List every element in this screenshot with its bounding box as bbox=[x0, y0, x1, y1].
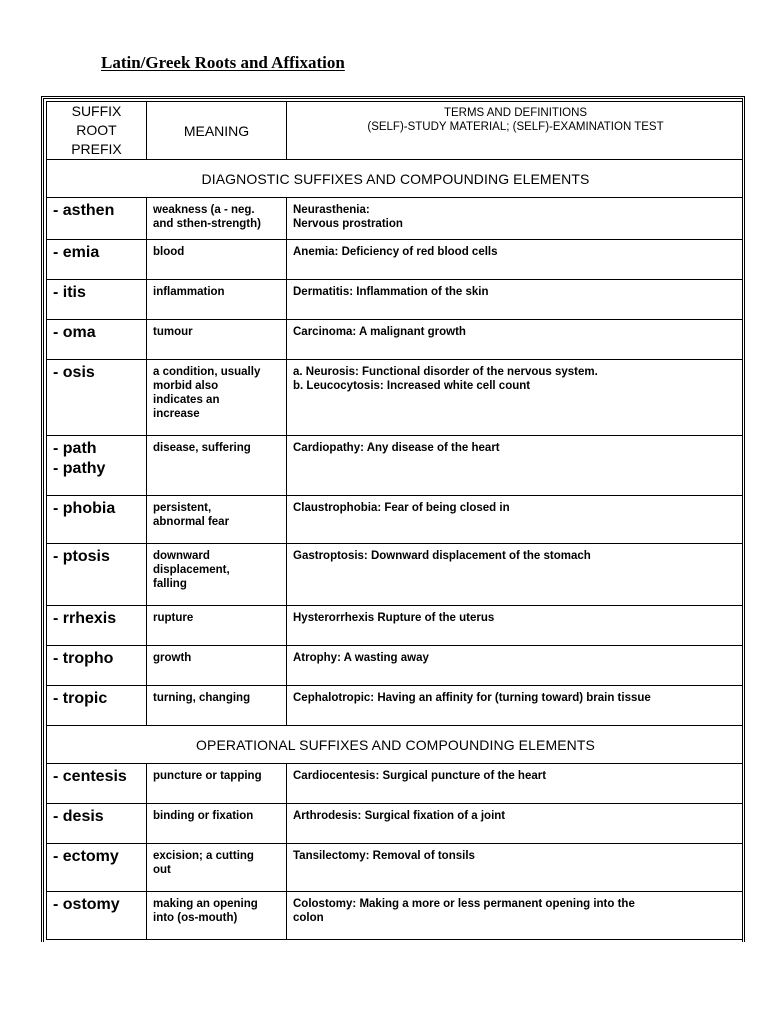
meaning-cell bbox=[147, 892, 287, 940]
root-cell bbox=[47, 240, 147, 280]
meaning-text: blood bbox=[153, 246, 185, 258]
term-definition-text: Hysterorrhexis Rupture of the uterus bbox=[293, 612, 495, 624]
term-definition-text: Colostomy: Making a more or less permanent opening into the bbox=[293, 898, 635, 910]
meaning-text: binding or fixation bbox=[153, 810, 254, 822]
root-term: - ptosis bbox=[53, 548, 110, 565]
root-term: - phobia bbox=[53, 500, 116, 517]
roots-table bbox=[46, 101, 745, 940]
meaning-cell bbox=[147, 198, 287, 240]
term-definition-cell bbox=[287, 496, 745, 544]
header-terms-line: TERMS AND DEFINITIONS bbox=[443, 107, 588, 119]
term-definition-cell bbox=[287, 686, 745, 726]
root-term: - ostomy bbox=[53, 896, 120, 913]
table-frame bbox=[41, 96, 745, 942]
meaning-cell bbox=[147, 360, 287, 436]
term-definition-cell bbox=[287, 280, 745, 320]
root-term: - oma bbox=[53, 324, 96, 341]
root-term: - tropic bbox=[53, 690, 108, 707]
header-row bbox=[47, 102, 745, 160]
table-row bbox=[47, 606, 745, 646]
meaning-text: excision; a cutting bbox=[153, 850, 254, 862]
meaning-text: rupture bbox=[153, 612, 194, 624]
table-row bbox=[47, 360, 745, 436]
section-header-row bbox=[47, 726, 745, 764]
meaning-text: falling bbox=[153, 578, 187, 590]
root-cell bbox=[47, 436, 147, 496]
term-definition-cell bbox=[287, 544, 745, 606]
meaning-text: persistent, bbox=[153, 502, 212, 514]
root-cell bbox=[47, 606, 147, 646]
meaning-cell bbox=[147, 606, 287, 646]
term-definition-text: colon bbox=[293, 912, 324, 924]
root-cell bbox=[47, 544, 147, 606]
term-definition-cell bbox=[287, 198, 745, 240]
root-cell bbox=[47, 844, 147, 892]
term-definition-cell bbox=[287, 764, 745, 804]
root-cell bbox=[47, 320, 147, 360]
meaning-text: abnormal fear bbox=[153, 516, 230, 528]
meaning-cell bbox=[147, 496, 287, 544]
term-definition-text: Anemia: Deficiency of red blood cells bbox=[293, 246, 498, 258]
root-term: - centesis bbox=[53, 768, 127, 785]
table-row bbox=[47, 436, 745, 496]
root-cell bbox=[47, 764, 147, 804]
table-row bbox=[47, 240, 745, 280]
root-term: - pathy bbox=[53, 460, 106, 477]
root-term: - desis bbox=[53, 808, 104, 825]
term-definition-text: Nervous prostration bbox=[293, 218, 403, 230]
root-term: - itis bbox=[53, 284, 86, 301]
table-row bbox=[47, 646, 745, 686]
term-definition-cell bbox=[287, 804, 745, 844]
term-definition-cell bbox=[287, 844, 745, 892]
meaning-text: into (os-mouth) bbox=[153, 912, 238, 924]
term-definition-cell bbox=[287, 606, 745, 646]
header-root-line: ROOT bbox=[76, 122, 117, 138]
meaning-text: increase bbox=[153, 408, 200, 420]
table-row bbox=[47, 892, 745, 940]
term-definition-text: Claustrophobia: Fear of being closed in bbox=[293, 502, 510, 514]
root-cell bbox=[47, 892, 147, 940]
root-term: - osis bbox=[53, 364, 95, 381]
term-definition-cell bbox=[287, 240, 745, 280]
root-cell bbox=[47, 360, 147, 436]
table-row bbox=[47, 496, 745, 544]
term-definition-text: Gastroptosis: Downward displacement of the stomach bbox=[293, 550, 591, 562]
meaning-text: downward bbox=[153, 550, 210, 562]
table-row bbox=[47, 844, 745, 892]
term-definition-cell bbox=[287, 360, 745, 436]
meaning-cell bbox=[147, 280, 287, 320]
meaning-text: puncture or tapping bbox=[153, 770, 262, 782]
term-definition-cell bbox=[287, 436, 745, 496]
term-definition-text: Cephalotropic: Having an affinity for (turning toward) brain tissue bbox=[293, 692, 651, 704]
header-root-cell bbox=[47, 102, 147, 160]
root-term: - asthen bbox=[53, 202, 115, 219]
meaning-cell bbox=[147, 686, 287, 726]
term-definition-text: Cardiopathy: Any disease of the heart bbox=[293, 442, 500, 454]
meaning-cell bbox=[147, 844, 287, 892]
meaning-text: and sthen-strength) bbox=[153, 218, 261, 230]
term-definition-cell bbox=[287, 646, 745, 686]
meaning-text: morbid also bbox=[153, 380, 219, 392]
term-definition-text: a. Neurosis: Functional disorder of the nervous system. bbox=[293, 366, 598, 378]
meaning-cell bbox=[147, 544, 287, 606]
section-header-row bbox=[47, 160, 745, 198]
term-definition-text: Tansilectomy: Removal of tonsils bbox=[293, 850, 475, 862]
meaning-text: indicates an bbox=[153, 394, 220, 406]
term-definition-text: b. Leucocytosis: Increased white cell count bbox=[293, 380, 531, 392]
meaning-text: making an opening bbox=[153, 898, 258, 910]
meaning-cell bbox=[147, 320, 287, 360]
header-terms-line: (SELF)-STUDY MATERIAL; (SELF)-EXAMINATION TEST bbox=[367, 121, 664, 133]
table-row bbox=[47, 686, 745, 726]
root-cell bbox=[47, 804, 147, 844]
table-row bbox=[47, 198, 745, 240]
root-term: - path bbox=[53, 440, 97, 457]
root-cell bbox=[47, 686, 147, 726]
meaning-cell bbox=[147, 240, 287, 280]
root-term: - ectomy bbox=[53, 848, 119, 865]
table-row bbox=[47, 280, 745, 320]
meaning-text: inflammation bbox=[153, 286, 225, 298]
term-definition-text: Atrophy: A wasting away bbox=[293, 652, 429, 664]
root-cell bbox=[47, 198, 147, 240]
term-definition-text: Neurasthenia: bbox=[293, 204, 370, 216]
table-row bbox=[47, 544, 745, 606]
meaning-text: tumour bbox=[153, 326, 193, 338]
table-row bbox=[47, 320, 745, 360]
document-title: Latin/Greek Roots and Affixation bbox=[101, 53, 345, 72]
term-definition-text: Arthrodesis: Surgical fixation of a joint bbox=[293, 810, 506, 822]
meaning-cell bbox=[147, 804, 287, 844]
header-root-line: PREFIX bbox=[71, 141, 122, 157]
meaning-text: turning, changing bbox=[153, 692, 251, 704]
header-root-line: SUFFIX bbox=[71, 103, 122, 119]
term-definition-text: Dermatitis: Inflammation of the skin bbox=[293, 286, 489, 298]
meaning-cell bbox=[147, 646, 287, 686]
root-cell bbox=[47, 280, 147, 320]
root-term: - tropho bbox=[53, 650, 114, 667]
term-definition-text: Carcinoma: A malignant growth bbox=[293, 326, 466, 338]
meaning-text: out bbox=[153, 864, 171, 876]
term-definition-text: Cardiocentesis: Surgical puncture of the heart bbox=[293, 770, 547, 782]
root-term: - rrhexis bbox=[53, 610, 117, 627]
meaning-text: a condition, usually bbox=[153, 366, 261, 378]
root-term: - emia bbox=[53, 244, 100, 261]
table-row bbox=[47, 764, 745, 804]
table-row bbox=[47, 804, 745, 844]
meaning-cell bbox=[147, 764, 287, 804]
meaning-text: displacement, bbox=[153, 564, 230, 576]
header-meaning-cell: MEANING bbox=[147, 102, 287, 160]
section-title: DIAGNOSTIC SUFFIXES AND COMPOUNDING ELEMENTS bbox=[47, 160, 745, 198]
header-terms-cell bbox=[287, 102, 745, 160]
section-title: OPERATIONAL SUFFIXES AND COMPOUNDING ELEMENTS bbox=[47, 726, 745, 764]
meaning-text: growth bbox=[153, 652, 192, 664]
meaning-text: weakness (a - neg. bbox=[153, 204, 255, 216]
root-cell bbox=[47, 496, 147, 544]
meaning-text: disease, suffering bbox=[153, 442, 251, 454]
term-definition-cell bbox=[287, 892, 745, 940]
meaning-cell bbox=[147, 436, 287, 496]
term-definition-cell bbox=[287, 320, 745, 360]
root-cell bbox=[47, 646, 147, 686]
